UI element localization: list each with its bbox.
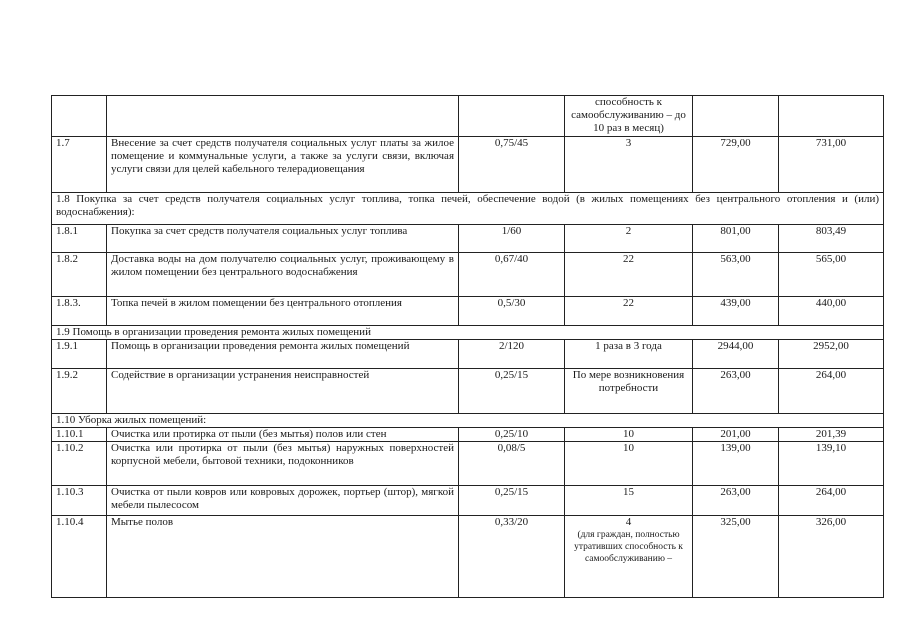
row-number <box>52 96 107 137</box>
service-name: Очистка или протирка от пыли (без мытья) наружных поверхностей корпусной мебели, бытовой техники, подоконников <box>107 442 459 486</box>
price-new-cell: 264,00 <box>779 369 884 414</box>
section-row <box>52 326 884 340</box>
table-row <box>52 428 884 442</box>
coefficient-cell: 0,25/10 <box>459 428 565 442</box>
table-row <box>52 516 884 598</box>
coefficient-cell: 0,25/15 <box>459 369 565 414</box>
tariff-table <box>51 95 884 598</box>
service-name: Покупка за счет средств получателя социальных услуг топлива <box>107 225 459 253</box>
price-old-cell: 2944,00 <box>693 340 779 369</box>
price-old-cell: 729,00 <box>693 137 779 193</box>
section-row <box>52 414 884 428</box>
price-old-cell: 563,00 <box>693 253 779 297</box>
service-name: Содействие в организации устранения неисправностей <box>107 369 459 414</box>
frequency-cell: 22 <box>565 253 693 297</box>
frequency-cell: 2 <box>565 225 693 253</box>
row-number: 1.8.2 <box>52 253 107 297</box>
coefficient-cell: 0,75/45 <box>459 137 565 193</box>
coefficient-cell: 0,67/40 <box>459 253 565 297</box>
service-name: Помощь в организации проведения ремонта жилых помещений <box>107 340 459 369</box>
row-number: 1.9.2 <box>52 369 107 414</box>
coefficient-cell: 0,25/15 <box>459 486 565 516</box>
frequency-cell: 10 <box>565 442 693 486</box>
service-name: Очистка от пыли ковров или ковровых дорожек, портьер (штор), мягкой мебели пылесосом <box>107 486 459 516</box>
frequency-note: (для граждан, полностью утративших способность к самообслуживанию – <box>574 530 683 564</box>
price-old-cell: 263,00 <box>693 369 779 414</box>
price-new-cell: 440,00 <box>779 297 884 326</box>
price-old-cell: 325,00 <box>693 516 779 598</box>
row-number: 1.10.3 <box>52 486 107 516</box>
table-row <box>52 486 884 516</box>
price-old-cell: 139,00 <box>693 442 779 486</box>
section-heading: 1.8 Покупка за счет средств получателя социальных услуг топлива, топка печей, обеспечение водой (в жилых помещениях без центрального отопления и (или) водоснабжения): <box>52 193 884 225</box>
service-name: Топка печей в жилом помещении без центрального отопления <box>107 297 459 326</box>
price-new-cell: 326,00 <box>779 516 884 598</box>
table-row <box>52 340 884 369</box>
row-number: 1.10.2 <box>52 442 107 486</box>
row-number: 1.9.1 <box>52 340 107 369</box>
frequency-cell: 22 <box>565 297 693 326</box>
frequency-cell: 10 <box>565 428 693 442</box>
price-old-cell: 439,00 <box>693 297 779 326</box>
row-number: 1.10.4 <box>52 516 107 598</box>
table-row <box>52 253 884 297</box>
row-number: 1.7 <box>52 137 107 193</box>
section-heading: 1.10 Уборка жилых помещений: <box>52 414 884 428</box>
coefficient-cell: 0,5/30 <box>459 297 565 326</box>
frequency-cell: 3 <box>565 137 693 193</box>
section-heading: 1.9 Помощь в организации проведения ремонта жилых помещений <box>52 326 884 340</box>
row-number: 1.8.3. <box>52 297 107 326</box>
table-row <box>52 442 884 486</box>
frequency-cell: 15 <box>565 486 693 516</box>
table-row <box>52 137 884 193</box>
frequency-cell: 1 раза в 3 года <box>565 340 693 369</box>
coefficient-cell: 0,33/20 <box>459 516 565 598</box>
table-row <box>52 225 884 253</box>
price-new-cell <box>779 96 884 137</box>
coefficient-cell <box>459 96 565 137</box>
price-old-cell: 263,00 <box>693 486 779 516</box>
price-new-cell: 264,00 <box>779 486 884 516</box>
price-new-cell: 803,49 <box>779 225 884 253</box>
price-new-cell: 731,00 <box>779 137 884 193</box>
service-name: Мытье полов <box>107 516 459 598</box>
price-old-cell: 801,00 <box>693 225 779 253</box>
price-new-cell: 139,10 <box>779 442 884 486</box>
service-name: Доставка воды на дом получателю социальных услуг, проживающему в жилом помещении без центрального водоснабжения <box>107 253 459 297</box>
table-row <box>52 369 884 414</box>
service-name: Внесение за счет средств получателя социальных услуг платы за жилое помещение и коммунальные услуги, а также за услуги связи, включая услуги связи для целей кабельного телерадиовещания <box>107 137 459 193</box>
service-name <box>107 96 459 137</box>
section-row <box>52 193 884 225</box>
frequency-value: 4 <box>625 516 632 528</box>
service-name: Очистка или протирка от пыли (без мытья) полов или стен <box>107 428 459 442</box>
price-new-cell: 2952,00 <box>779 340 884 369</box>
table-row <box>52 297 884 326</box>
price-old-cell <box>693 96 779 137</box>
coefficient-cell: 2/120 <box>459 340 565 369</box>
frequency-cell <box>565 516 693 598</box>
table-row <box>52 96 884 137</box>
row-number: 1.10.1 <box>52 428 107 442</box>
coefficient-cell: 0,08/5 <box>459 442 565 486</box>
frequency-cell: По мере возникновения потребности <box>565 369 693 414</box>
price-new-cell: 201,39 <box>779 428 884 442</box>
price-new-cell: 565,00 <box>779 253 884 297</box>
coefficient-cell: 1/60 <box>459 225 565 253</box>
row-number: 1.8.1 <box>52 225 107 253</box>
price-old-cell: 201,00 <box>693 428 779 442</box>
frequency-cell: способность к самообслуживанию – до 10 раз в месяц) <box>565 96 693 137</box>
